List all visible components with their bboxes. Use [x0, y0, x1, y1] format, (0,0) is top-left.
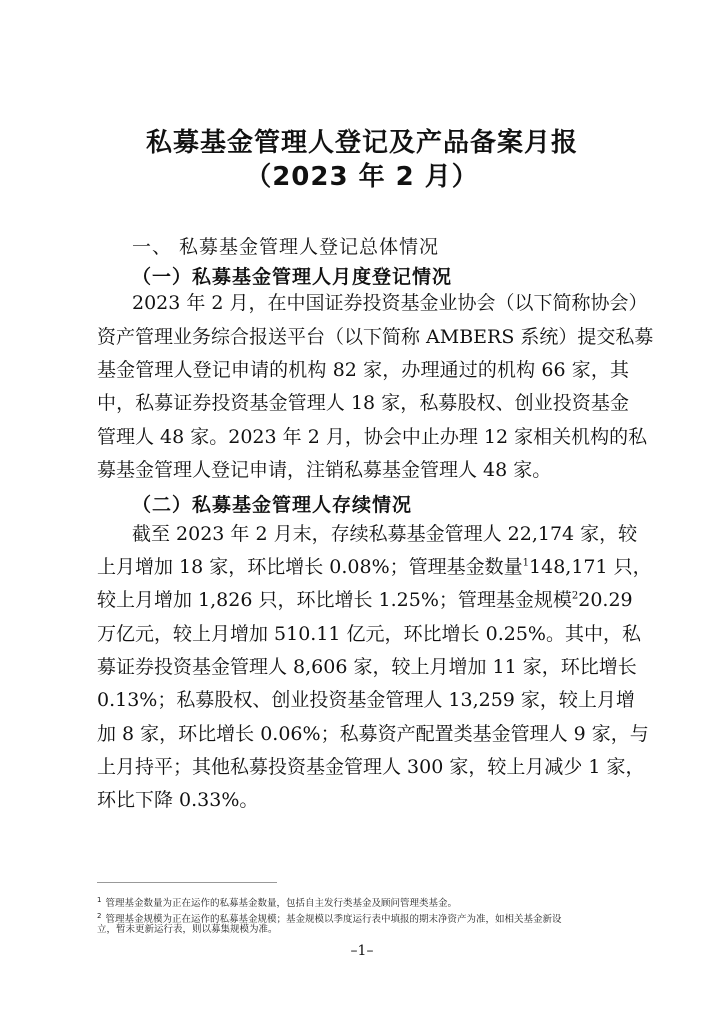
- paragraph-1-line: 中，私募证券投资基金管理人 18 家，私募股权、创业投资基金: [97, 392, 629, 414]
- paragraph-1-line: 基金管理人登记申请的机构 82 家，办理通过的机构 66 家，其: [97, 359, 629, 381]
- paragraph-1-line: 2023 年 2 月，在中国证券投资基金业协会（以下简称协会）: [132, 292, 648, 314]
- document-title-date: （2023 年 2 月）: [245, 162, 479, 192]
- footnote-2-continued: 立，暂未更新运行表，则以募集规模为准。: [97, 924, 278, 935]
- paragraph-2-text: 20.29: [578, 589, 633, 611]
- footnote-marker: 1: [97, 896, 102, 904]
- subsection-heading-1: （一）私募基金管理人月度登记情况: [132, 266, 453, 288]
- paragraph-2-line: [97, 555, 652, 579]
- paragraph-2-line: 0.13%；私募股权、创业投资基金管理人 13,259 家，较上月增: [97, 689, 635, 711]
- paragraph-1-line: 资产管理业务综合报送平台（以下简称 AMBERS 系统）提交私募: [97, 326, 654, 348]
- footnote-marker: 2: [97, 912, 102, 920]
- subsection-heading-2: （二）私募基金管理人存续情况: [132, 494, 413, 516]
- paragraph-2-line: 上月持平；其他私募投资基金管理人 300 家，较上月减少 1 家，: [97, 756, 645, 778]
- paragraph-2-text: 较上月增加 1,826 只，环比增长 1.25%；管理基金规模: [97, 589, 572, 611]
- footnote-divider: [97, 882, 277, 883]
- paragraph-2-text: 148,171 只，: [529, 556, 652, 578]
- paragraph-2-line: 募证券投资基金管理人 8,606 家，较上月增加 11 家，环比增长: [97, 656, 637, 678]
- paragraph-2-line: 截至 2023 年 2 月末，存续私募基金管理人 22,174 家，较: [132, 523, 638, 545]
- footnote-ref-2: 2: [571, 590, 579, 602]
- document-title: 私募基金管理人登记及产品备案月报: [145, 128, 578, 158]
- paragraph-2-line: [97, 588, 633, 612]
- footnote-ref-1: 1: [522, 557, 530, 569]
- section-heading-1: 一、 私募基金管理人登记总体情况: [132, 236, 440, 258]
- paragraph-2-line: 万亿元，较上月增加 510.11 亿元，环比增长 0.25%。其中，私: [97, 623, 641, 645]
- footnote-text: 管理基金数量为正在运作的私募基金数量，包括自主发行类基金及顾问管理类基金。: [105, 898, 457, 910]
- paragraph-1-line: 管理人 48 家。2023 年 2 月，协会中止办理 12 家相关机构的私: [97, 426, 648, 448]
- page-number: –1–: [350, 943, 374, 959]
- paragraph-2-text: 上月增加 18 家，环比增长 0.08%；管理基金数量: [97, 556, 523, 578]
- paragraph-1-line: 募基金管理人登记申请，注销私募基金管理人 48 家。: [97, 459, 552, 481]
- paragraph-2-line: 加 8 家，环比增长 0.06%；私募资产配置类基金管理人 9 家，与: [97, 723, 649, 745]
- footnote-text: 管理基金规模为正在运作的私募基金规模；基金规模以季度运行表中填报的期末净资产为准，如相关基金新设: [105, 914, 562, 926]
- paragraph-2-line: 环比下降 0.33%。: [97, 789, 259, 811]
